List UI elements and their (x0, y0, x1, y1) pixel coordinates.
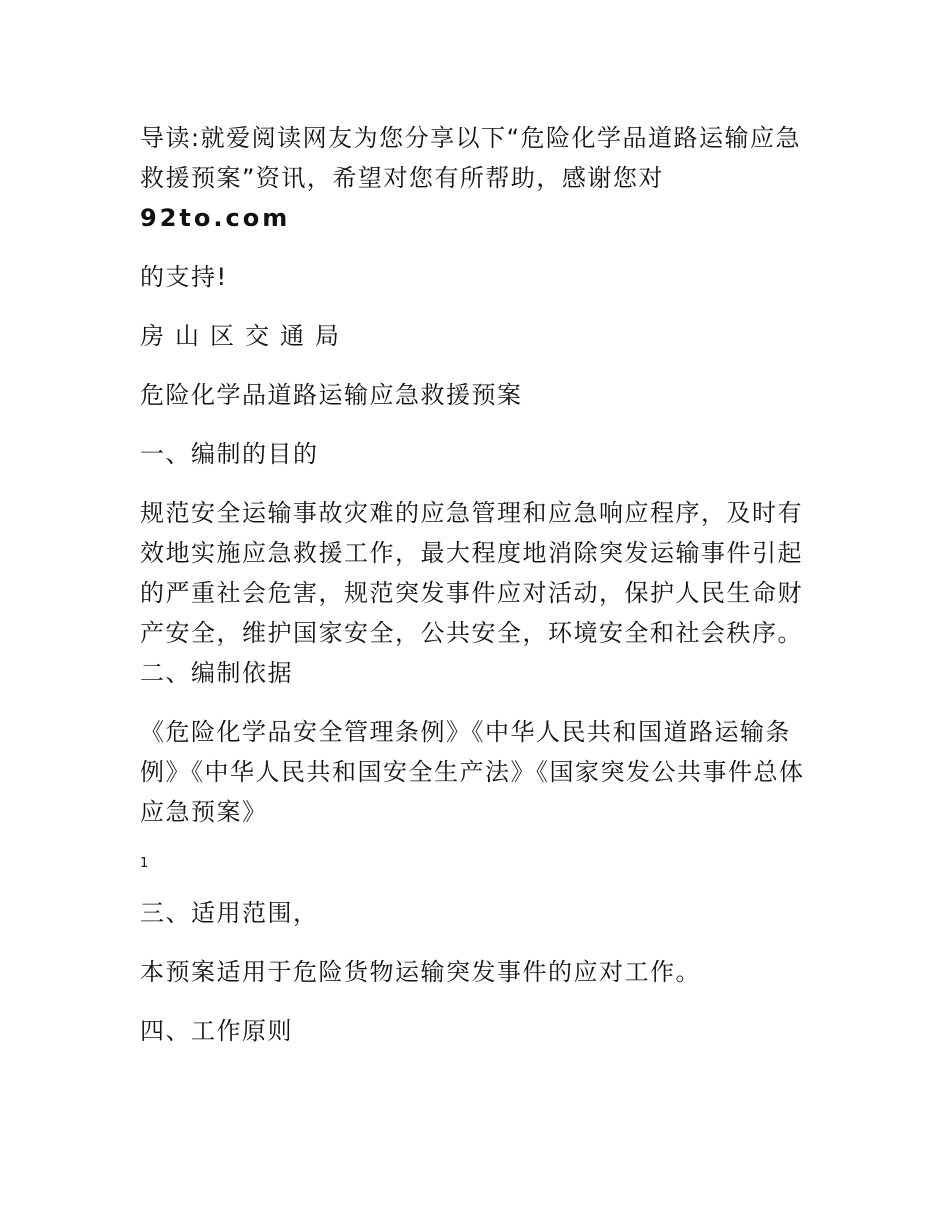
document-title: 危险化学品道路运输应急救援预案 (140, 381, 523, 409)
page-number: 1 (140, 856, 149, 871)
section-body-purpose: 规范安全运输事故灾难的应急管理和应急响应程序，及时有效地实施应急救援工作，最大程度地消除突发运输事件引起的严重社会危害，规范突发事件应对活动，保护人民生命财产安全，维护国家安全，公共安全，环境安全和社会秩序。 二、编制依据 (140, 499, 803, 687)
document-content (140, 118, 810, 1051)
intro-closing: 的支持! (140, 263, 228, 291)
section-heading-purpose: 一、编制的目的 (140, 440, 319, 468)
section-body-basis: 《危险化学品安全管理条例》《中华人民共和国道路运输条例》《中华人民共和国安全生产法》《国家突发公共事件总体应急预案》 (140, 718, 805, 826)
intro-text: 导读:就爱阅读网友为您分享以下“危险化学品道路运输应急救援预案”资讯，希望对您有所帮助，感谢您对 (140, 124, 802, 192)
section-body-scope: 本预案适用于危险货物运输突发事件的应对工作。 (140, 958, 701, 986)
section-heading-principles: 四、工作原则 (140, 1017, 293, 1045)
site-name: 92to.com (140, 204, 291, 232)
organization-name: 房山区交通局 (140, 322, 350, 350)
intro-paragraph (140, 118, 810, 238)
section-heading-scope: 三、适用范围， (140, 899, 319, 927)
